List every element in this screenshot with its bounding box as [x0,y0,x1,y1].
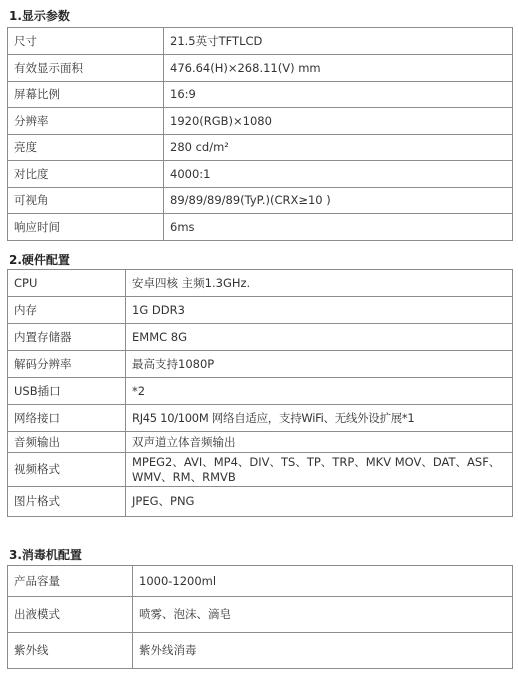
table-row [8,487,513,517]
row-value: 6ms [164,214,513,241]
row-value: 476.64(H)×268.11(V) mm [164,55,513,82]
table-row [8,214,513,241]
row-value: 1G DDR3 [126,297,513,324]
hardware-spec-table [7,269,513,517]
table-row [8,188,513,214]
display-spec-table [7,27,513,241]
table-row [8,453,513,487]
table-row [8,135,513,161]
row-label: USB插口 [8,378,126,405]
row-label: 内置存储器 [8,324,126,351]
row-label: 网络接口 [8,405,126,432]
row-value: 最高支持1080P [126,351,513,378]
table-row [8,633,513,669]
row-value: 4000:1 [164,161,513,188]
row-label: 内存 [8,297,126,324]
disinfector-spec-table [7,565,513,669]
row-value: 双声道立体音频输出 [126,432,513,453]
row-label: 有效显示面积 [8,55,164,82]
table-row [8,270,513,297]
table-row [8,378,513,405]
row-label: 解码分辨率 [8,351,126,378]
row-value: 紫外线消毒 [133,633,513,669]
row-label: 产品容量 [8,566,133,597]
row-label: 可视角 [8,188,164,214]
row-value: 喷雾、泡沫、滴皂 [133,597,513,633]
table-row [8,28,513,55]
row-label: 分辨率 [8,108,164,135]
section-title-display: 1.显示参数 [9,9,70,23]
table-row [8,161,513,188]
row-value: 1000-1200ml [133,566,513,597]
table-row [8,405,513,432]
row-value: EMMC 8G [126,324,513,351]
table-row [8,55,513,82]
table-row [8,432,513,453]
row-value: MPEG2、AVI、MP4、DIV、TS、TP、TRP、MKV MOV、DAT、ASF、WMV、RM、RMVB [126,453,513,487]
row-value: 1920(RGB)×1080 [164,108,513,135]
row-value: 安卓四核 主频1.3GHz. [126,270,513,297]
row-value: 16:9 [164,82,513,108]
row-value: 89/89/89/89(TyP.)(CRX≥10 ) [164,188,513,214]
row-label: 响应时间 [8,214,164,241]
table-row [8,351,513,378]
row-label: 紫外线 [8,633,133,669]
table-row [8,297,513,324]
row-label: 音频输出 [8,432,126,453]
row-value: *2 [126,378,513,405]
row-label: 出液模式 [8,597,133,633]
row-label: CPU [8,270,126,297]
table-row [8,597,513,633]
section-title-hardware: 2.硬件配置 [9,253,70,267]
table-row [8,566,513,597]
row-label: 亮度 [8,135,164,161]
table-row [8,108,513,135]
row-value: 280 cd/m² [164,135,513,161]
row-label: 屏幕比例 [8,82,164,108]
row-label: 图片格式 [8,487,126,517]
table-row [8,324,513,351]
row-value: 21.5英寸TFTLCD [164,28,513,55]
row-label: 对比度 [8,161,164,188]
row-value: JPEG、PNG [126,487,513,517]
table-row [8,82,513,108]
row-label: 视频格式 [8,453,126,487]
row-label: 尺寸 [8,28,164,55]
section-title-disinfector: 3.消毒机配置 [9,548,82,562]
row-value: RJ45 10/100M 网络自适应，支持WiFi、无线外设扩展*1 [126,405,513,432]
